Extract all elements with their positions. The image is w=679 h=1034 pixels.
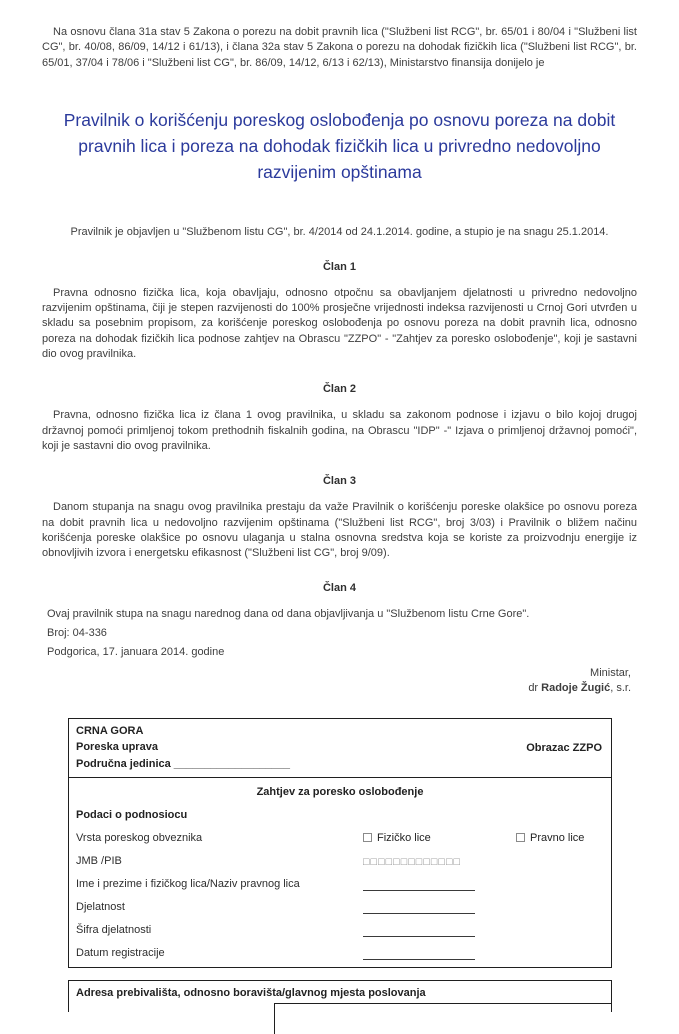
article-4-heading: Član 4	[322, 582, 356, 595]
taxpayer-type-label: Vrsta poreskog obveznika	[76, 832, 203, 845]
place-date-line: Podgorica, 17. januara 2014. godine	[47, 645, 225, 658]
address-section-heading: Adresa prebivališta, odnosno boravišta/glavnog mjesta poslovanja	[76, 987, 426, 1000]
document-title: Pravilnik o korišćenju poreskog oslobođenja po osnovu poreza na dobit pravnih lica i poreza na dohodak fizičkih lica u privredno nedovoljno razvijenim opštinama	[63, 109, 616, 182]
registration-date-label: Datum registracije	[76, 947, 165, 960]
jmb-pib-row	[69, 847, 611, 870]
article-2-body: Pravna, odnosno fizička lica iz člana 1 ovog pravilnika, u skladu sa zakonom podnose i izjavu o bilo kojoj drugoj državnoj pomoći primljenoj tokom prethodnih fiskalnih godina, na Obrascu "IDP" -" Izjava o primljenoj državnoj pomoći", koji je sastavni dio ovog pravilnika.	[42, 409, 637, 452]
form-zzpo-box	[68, 718, 612, 969]
option-pravno-lice	[516, 831, 669, 845]
name-row-label: Ime i prezime i fizičkog lica/Naziv pravnog lica	[76, 878, 300, 891]
name-fill-line	[363, 878, 475, 891]
document-number-line: Broj: 04-336	[47, 626, 107, 639]
article-1-heading: Član 1	[322, 260, 356, 273]
activity-fill-line	[363, 901, 475, 914]
article-4-body: Ovaj pravilnik stupa na snagu narednog dana od dana objavljivanja u "Službenom listu Crne Gore".	[47, 608, 530, 621]
article-2-heading: Član 2	[322, 383, 356, 396]
activity-row	[69, 893, 611, 916]
article-3-heading: Član 3	[322, 475, 356, 488]
form-unit-line: Područna jedinica ___________________	[76, 757, 291, 770]
registration-date-fill-line	[363, 947, 475, 960]
taxpayer-type-row	[69, 824, 611, 847]
jmb-pib-label: JMB /PIB	[76, 855, 122, 868]
article-3-body: Danom stupanja na snagu ovog pravilnika prestaju da važe Pravilnik o korišćenju poreske olakšice po osnovu poreza na dobit pravnih lica u nedovoljno razvijenim opštinama ("Službeni list RCG", broj 3/03) i Pravilnik o bližem načinu korišćenja poreske olakšice po osnovu ulaganja u stalna osnovna sredstva koja se koriste za proizvodnju energije iz obnovljivih izvora i energetsku efikasnost ("Službeni list CG", broj 9/09).	[42, 501, 637, 560]
address-section-box	[68, 980, 612, 1012]
form-code: Obrazac ZZPO	[526, 741, 602, 754]
jmb-digit-boxes-icon: □□□□□□□□□□□□□	[363, 856, 462, 869]
applicant-section-heading: Podaci o podnosiocu	[76, 809, 188, 822]
document-page	[0, 25, 679, 1000]
pravno-lice-label: Pravno lice	[530, 832, 585, 845]
signature-role: Ministar,	[590, 666, 631, 679]
fizicko-lice-label: Fizičko lice	[377, 832, 431, 845]
form-authority: Poreska uprava	[76, 741, 158, 754]
signature-name-suffix: , s.r.	[610, 682, 631, 695]
fizicko-lice-checkbox-icon	[363, 833, 372, 842]
activity-code-fill-line	[363, 924, 475, 937]
form-title: Zahtjev za poresko oslobođenje	[256, 786, 424, 799]
activity-label: Djelatnost	[76, 901, 125, 914]
preamble-paragraph: Na osnovu člana 31a stav 5 Zakona o porezu na dobit pravnih lica ("Službeni list RCG", br. 65/01 i 80/04 i "Službeni list CG", br. 40/08, 86/09, 14/12 i 61/13), i člana 32a stav 5 Zakona o porezu na dohodak fizičkih lica ("Službeni list RCG", br. 65/01, 37/04 i 78/06 i "Službeni list CG", br. 86/09, 14/12, 6/13 i 62/13), Ministarstvo finansija donijelo je	[42, 26, 637, 69]
activity-code-label: Šifra djelatnosti	[76, 924, 152, 937]
signature-name-prefix: dr	[528, 682, 542, 695]
signature-block	[42, 666, 631, 697]
option-fizicko-lice	[363, 831, 516, 845]
registration-date-row	[69, 939, 611, 967]
activity-code-row	[69, 916, 611, 939]
article-1-body: Pravna odnosno fizička lica, koja obavljaju, odnosno otpočnu sa obavljanjem djelatnosti u privredno nedovoljno razvijenim opštinama, čiji je stepen razvijenosti do 100% prosječne vrijednosti indeksa razvijenosti u Crnoj Gori utvrđen u skladu sa posebnim propisom, za korišćenje poreskog oslobođenja po osnovu poreza na dobit pravnih lica, odnosno poreza na dohodak fizičkih lica podnose zahtjev na Obrascu "ZZPO" - "Zahtjev za poresko oslobođenje", koji je sastavni dio ovog pravilnika.	[42, 286, 637, 361]
address-inner-cell	[274, 1003, 611, 1034]
signature-name-line	[42, 681, 631, 697]
name-row	[69, 870, 611, 893]
pravno-lice-checkbox-icon	[516, 833, 525, 842]
signature-name: Radoje Žugić	[541, 682, 611, 695]
document-content	[0, 25, 679, 1012]
form-header	[69, 719, 611, 779]
publication-note: Pravilnik je objavljen u "Službenom listu CG", br. 4/2014 od 24.1.2014. godine, a stupio je na snagu 25.1.2014.	[70, 225, 609, 238]
form-country: CRNA GORA	[76, 724, 144, 737]
